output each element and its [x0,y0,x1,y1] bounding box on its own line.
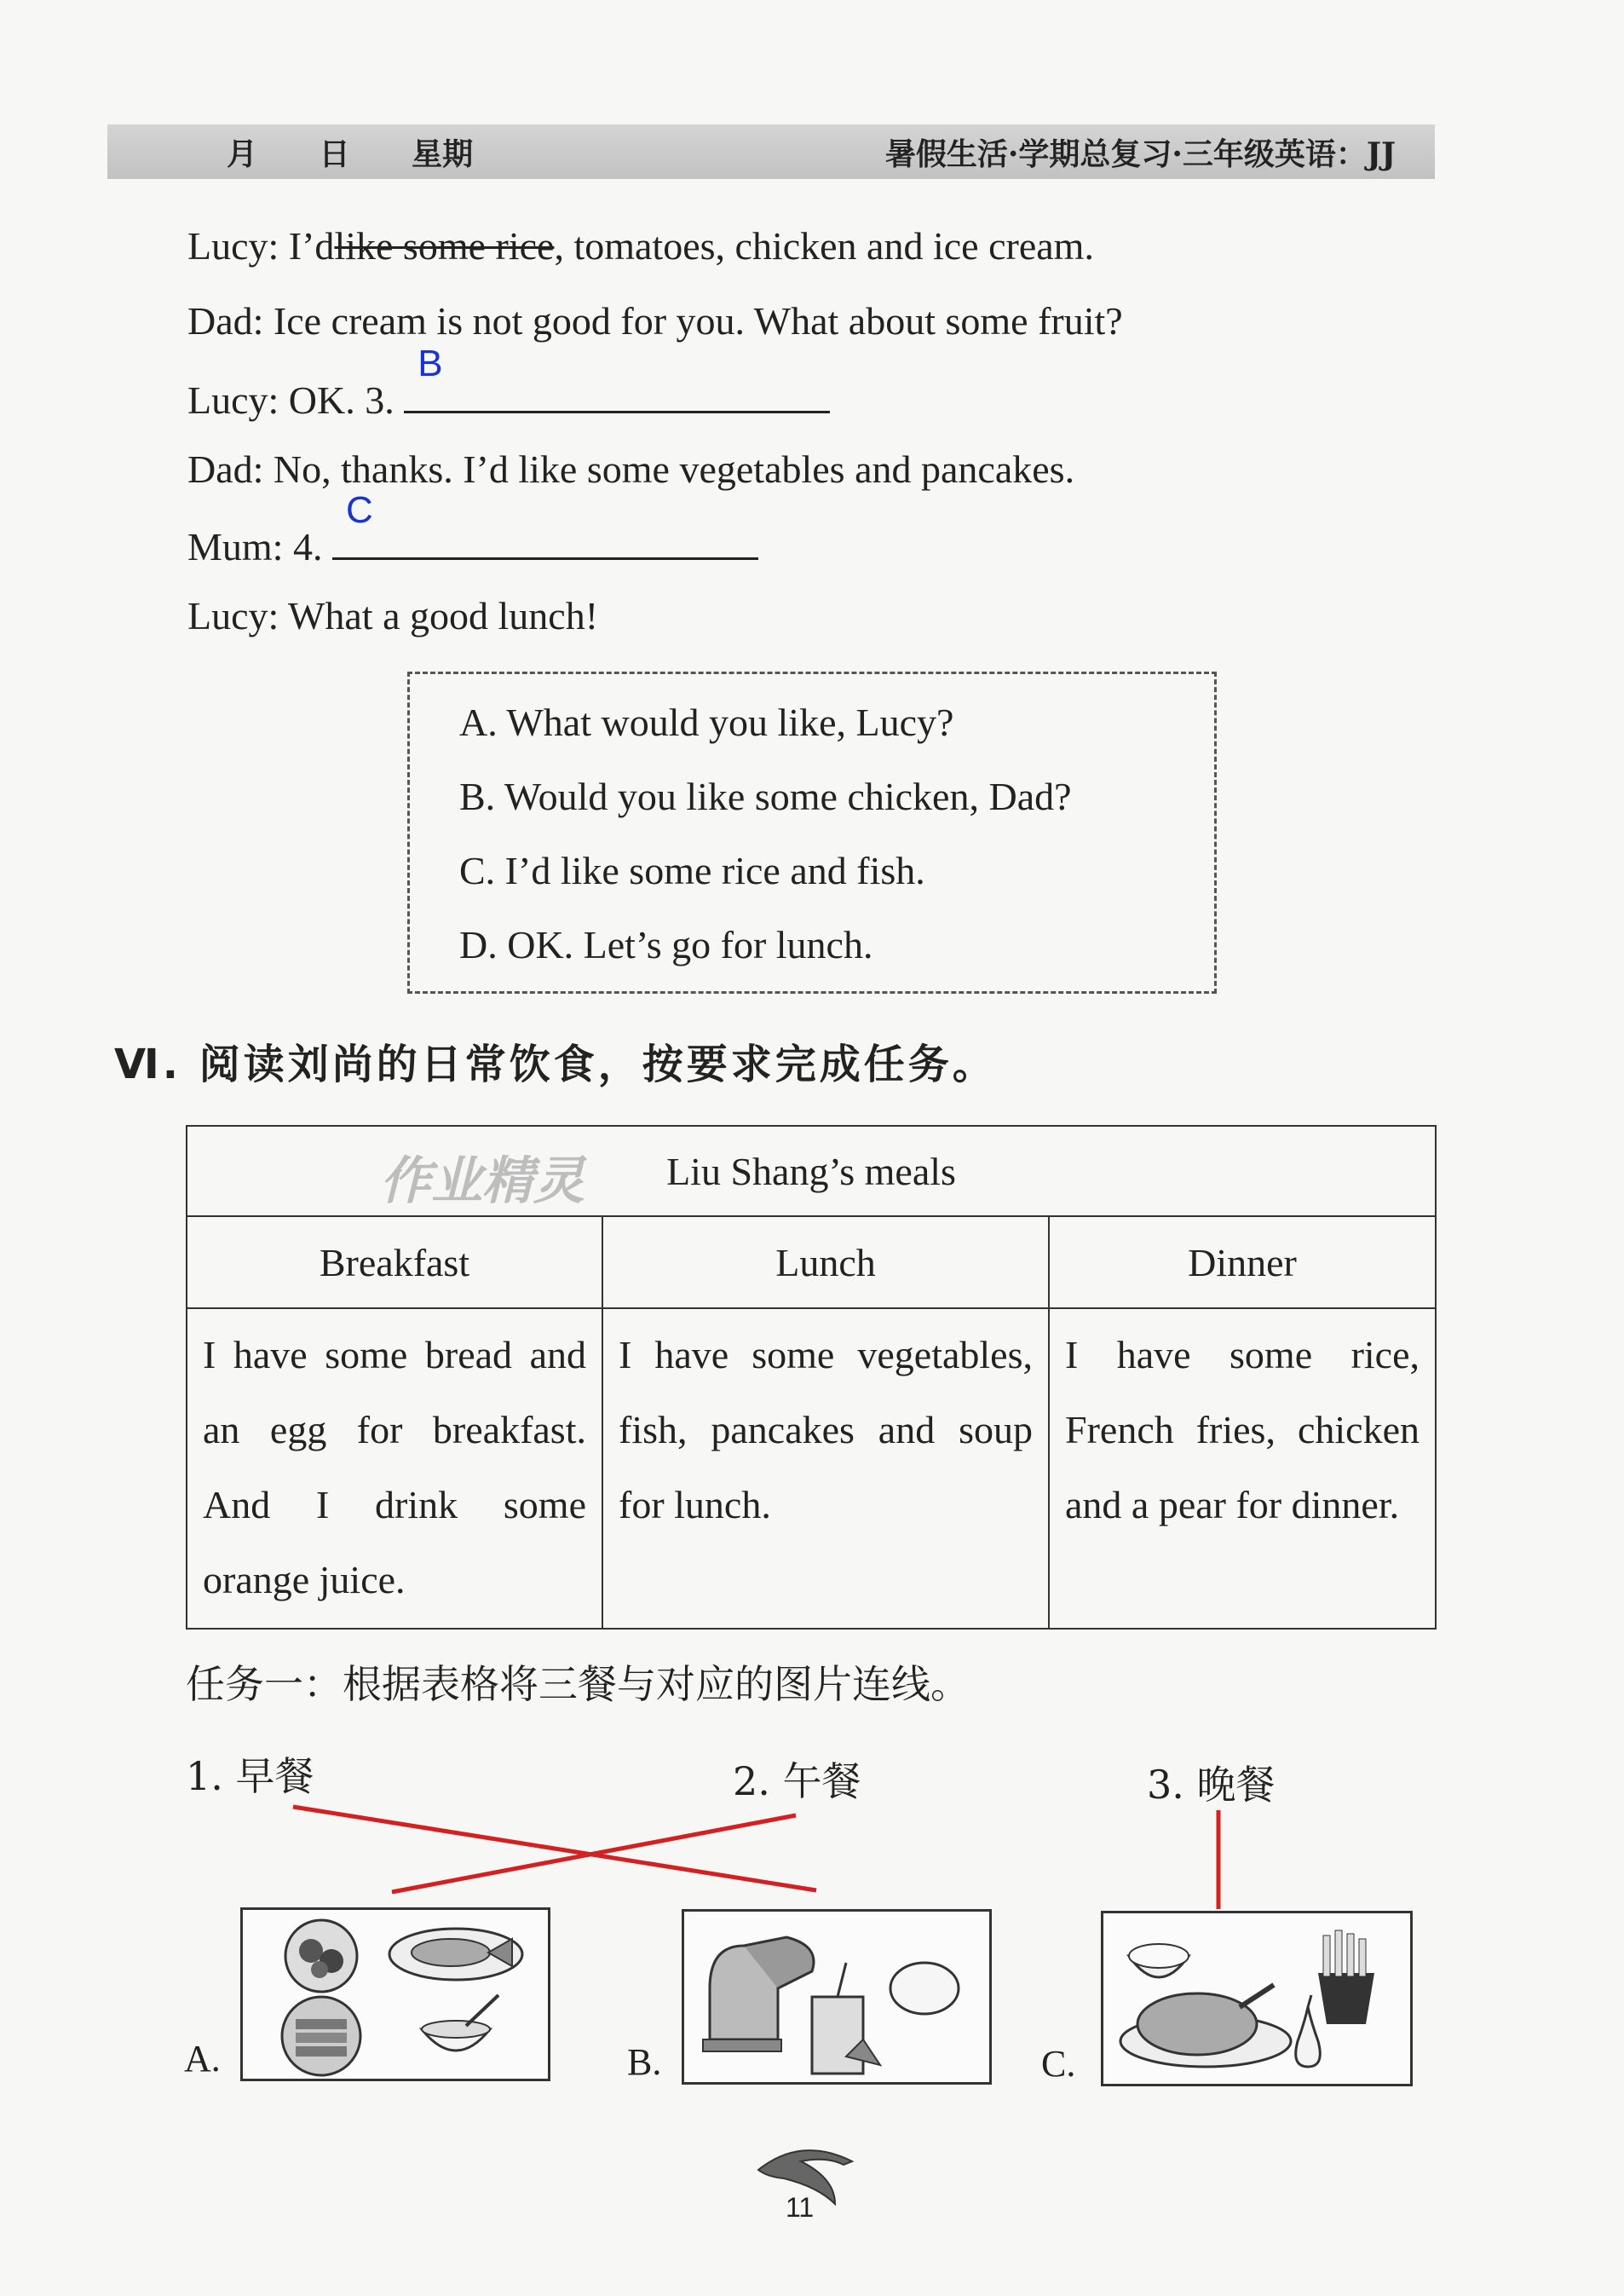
dinner-illustration [1103,1913,1410,2084]
text: I’d [288,224,335,268]
egg-icon [890,1963,959,2014]
soup-bowl-icon [422,1995,498,2051]
cell-breakfast: I have some bread and an egg for breakfast. And I drink some orange juice. [187,1308,602,1629]
picture-b [682,1909,992,2085]
option-d: D. OK. Let’s go for lunch. [459,923,873,966]
watermark: 作业精灵 [380,1151,585,1211]
lunch-illustration [243,1910,548,2079]
picture-letter-c: C. [1041,2043,1076,2085]
handwritten-answer: B [418,343,443,384]
struck-text: like some rice [334,224,555,268]
question-number: Mum: 4. [187,525,323,568]
day-label: 日 [319,136,350,172]
breakfast-illustration [684,1912,989,2082]
option-a: A. What would you like, Lucy? [459,701,954,744]
cell-dinner: I have some rice, French fries, chicken and a pear for dinner. [1049,1308,1436,1629]
speaker: Lucy: [187,224,279,268]
pancakes-plate-icon [282,1997,360,2075]
match-line-lunch [392,1815,796,1892]
option-c: C. I’d like some rice and fish. [459,849,925,892]
meal-label-lunch: 2. 午餐 [733,1758,861,1804]
vegetables-plate-icon [285,1920,357,1992]
weekday-label: 星期 [412,136,474,172]
book-title: 暑假生活·学期总复习·三年级英语：JJ [884,136,1396,172]
text: , tomatoes, chicken and ice cream. [554,224,1094,268]
picture-letter-b: B. [627,2041,662,2083]
picture-letter-a: A. [184,2038,221,2080]
dialogue-line-6: Lucy: What a good lunch! [187,594,599,637]
picture-a [240,1907,550,2081]
french-fries-icon [1318,1930,1374,2024]
header-lunch: Lunch [602,1216,1049,1308]
header-dinner: Dinner [1049,1216,1436,1308]
orange-juice-icon [812,1963,880,2074]
bread-icon [703,1937,814,2051]
month-label: 月 [227,136,258,172]
roast-chicken-icon [1120,1985,1291,2067]
rice-bowl-icon [1129,1944,1189,1977]
dialogue-line-4: Dad: No, thanks. I’d like some vegetables and pancakes. [187,447,1075,491]
dialogue-line-2: Dad: Ice cream is not good for you. What about some fruit? [187,299,1123,343]
section-title: Ⅵ. 阅读刘尚的日常饮食，按要求完成任务。 [114,1041,997,1088]
pear-icon [1296,1995,1321,2067]
page-number: 11 [786,2192,815,2223]
picture-c [1101,1911,1413,2086]
handwritten-answer: C [345,489,373,531]
match-line-breakfast [293,1807,816,1890]
meal-label-breakfast: 1. 早餐 [186,1753,314,1799]
option-b: B. Would you like some chicken, Dad? [459,775,1072,818]
meal-label-dinner: 3. 晚餐 [1147,1762,1276,1808]
table-title: Liu Shang’s meals [666,1149,956,1193]
fish-plate-icon [389,1929,522,1980]
header-breakfast: Breakfast [187,1216,602,1308]
cell-lunch: I have some vegetables, fish, pancakes and soup for lunch. [602,1308,1049,1629]
question-number: Lucy: OK. 3. [187,378,394,422]
task-one: 任务一：根据表格将三餐与对应的图片连线。 [186,1661,970,1707]
